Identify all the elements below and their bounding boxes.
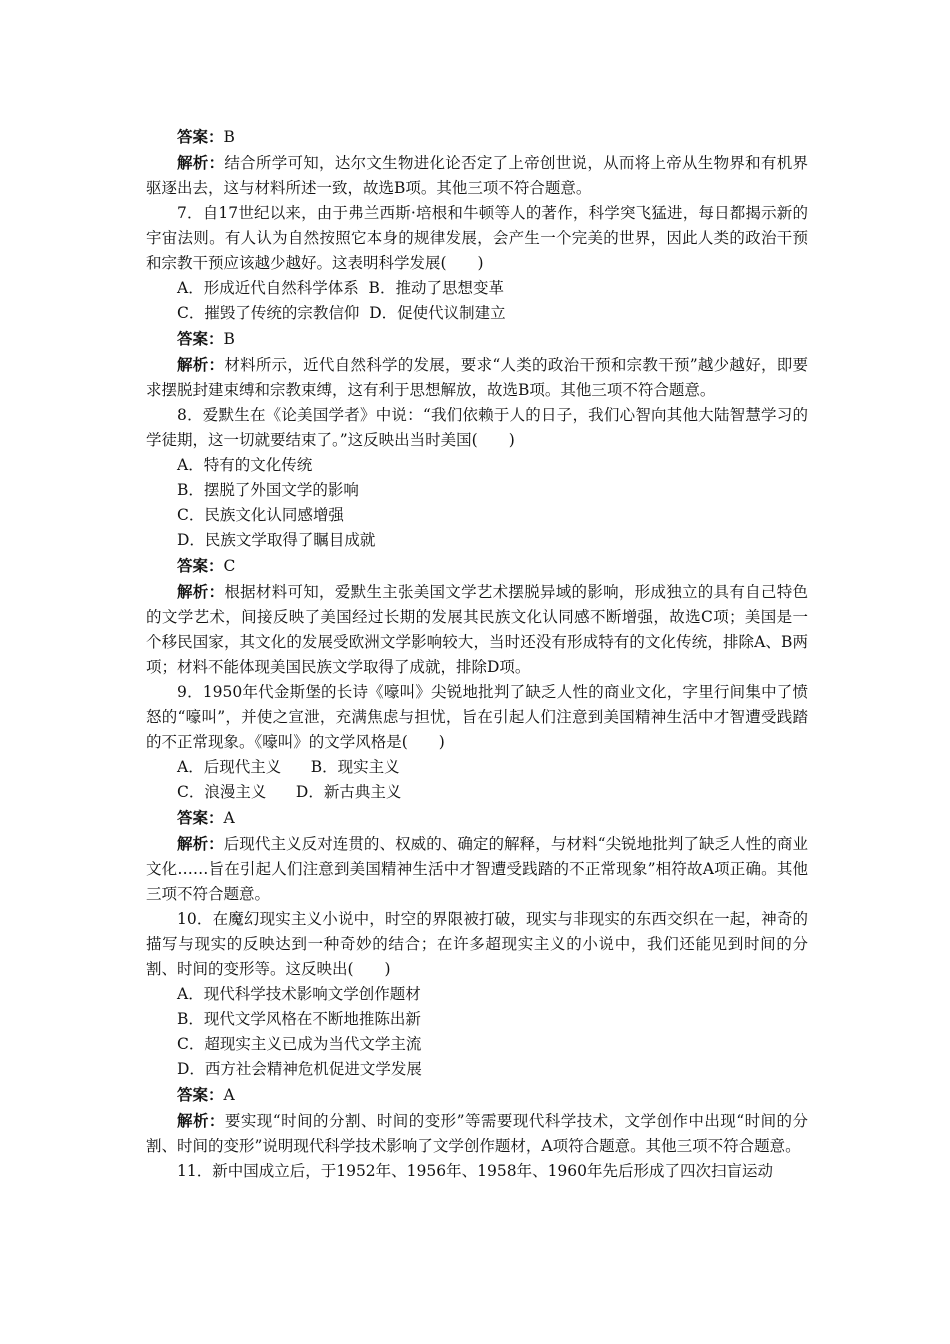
question-10-option-b: B．现代文学风格在不断地推陈出新: [177, 1010, 421, 1028]
analysis-label: 解析：: [177, 153, 225, 172]
document-page: [146, 124, 808, 1184]
question-10-option-d: D．西方社会精神危机促进文学发展: [177, 1060, 422, 1078]
question-11: 11．新中国成立后，于1952年、1956年、1958年、1960年先后形成了四次扫盲运动: [177, 1162, 774, 1180]
answer-value: A: [223, 809, 235, 827]
analysis-text: 要实现“时间的分割、时间的变形”等需要现代科学技术，文学创作中出现“时间的分割、时间的变形”说明现代科学技术影响了文学创作题材，A项符合题意。其他三项不符合题意。: [146, 1112, 808, 1155]
question-10-option-c: C．超现实主义已成为当代文学主流: [177, 1035, 422, 1053]
answer-value: B: [223, 330, 235, 348]
question-8-option-d: D．民族文学取得了瞩目成就: [177, 531, 376, 549]
answer-value: B: [223, 128, 235, 146]
question-8-option-c: C．民族文化认同感增强: [177, 506, 344, 524]
question-8-answer: [146, 553, 808, 579]
question-7: 7．自17世纪以来，由于弗兰西斯·培根和牛顿等人的著作，科学突飞猛进，每日都揭示新的宇宙法则。有人认为自然按照它本身的规律发展，会产生一个完美的世界，因此人类的政治干预和宗教干预应该越少越好。这表明科学发展( ): [146, 204, 808, 272]
analysis-paragraph: [146, 150, 808, 201]
question-7-answer: [146, 326, 808, 352]
question-10-analysis: [146, 1108, 808, 1159]
question-10-option-a: A．现代科学技术影响文学创作题材: [177, 985, 421, 1003]
analysis-text: 后现代主义反对连贯的、权威的、确定的解释，与材料“尖锐地批判了缺乏人性的商业文化……旨在引起人们注意到美国精神生活中才智遭受践踏的不正常现象”相符故A项正确。其他三项不符合题意。: [146, 835, 808, 903]
question-9-answer: [146, 805, 808, 831]
question-8: 8．爱默生在《论美国学者》中说：“我们依赖于人的日子，我们心智向其他大陆智慧学习的学徒期，这一切就要结束了。”这反映出当时美国( ): [146, 406, 808, 449]
question-10: 10．在魔幻现实主义小说中，时空的界限被打破，现实与非现实的东西交织在一起，神奇的描写与现实的反映达到一种奇妙的结合；在许多超现实主义的小说中，我们还能见到时间的分割、时间的变形等。这反映出( ): [146, 910, 808, 978]
answer-label: 答案：: [177, 808, 224, 827]
analysis-label: 解析：: [177, 582, 225, 601]
analysis-label: 解析：: [177, 355, 225, 374]
answer-value: A: [223, 1086, 235, 1104]
analysis-text: 材料所示，近代自然科学的发展，要求“人类的政治干预和宗教干预”越少越好，即要求摆脱封建束缚和宗教束缚，这有利于思想解放，故选B项。其他三项不符合题意。: [146, 356, 808, 399]
question-7-option-row-2: C．摧毁了传统的宗教信仰 D．促使代议制建立: [177, 304, 506, 322]
answer-label: 答案：: [177, 556, 224, 575]
answer-line: [146, 124, 808, 150]
answer-label: 答案：: [177, 127, 224, 146]
question-8-analysis: [146, 579, 808, 680]
answer-label: 答案：: [177, 329, 224, 348]
question-8-option-b: B．摆脱了外国文学的影响: [177, 481, 359, 499]
analysis-label: 解析：: [177, 834, 224, 853]
question-9-option-row-2: C．浪漫主义 D．新古典主义: [177, 783, 402, 801]
question-10-answer: [146, 1082, 808, 1108]
question-8-option-a: A．特有的文化传统: [177, 456, 313, 474]
analysis-text: 结合所学可知，达尔文生物进化论否定了上帝创世说，从而将上帝从生物界和有机界驱逐出去，这与材料所述一致，故选B项。其他三项不符合题意。: [146, 154, 808, 197]
analysis-text: 根据材料可知，爱默生主张美国文学艺术摆脱异域的影响，形成独立的具有自己特色的文学艺术，间接反映了美国经过长期的发展其民族文化认同感不断增强，故选C项；美国是一个移民国家，其文化的发展受欧洲文学影响较大，当时还没有形成特有的文化传统，排除A、B两项；材料不能体现美国民族文学取得了成就，排除D项。: [146, 583, 808, 676]
question-9-option-row-1: A．后现代主义 B．现实主义: [177, 758, 400, 776]
question-9-analysis: [146, 831, 808, 907]
question-7-option-row-1: A．形成近代自然科学体系 B．推动了思想变革: [177, 279, 504, 297]
answer-label: 答案：: [177, 1085, 224, 1104]
answer-value: C: [223, 557, 236, 575]
question-7-analysis: [146, 352, 808, 403]
analysis-label: 解析：: [177, 1111, 225, 1130]
question-9: 9．1950年代金斯堡的长诗《嚎叫》尖锐地批判了缺乏人性的商业文化，字里行间集中了愤怒的“嚎叫”，并使之宣泄，充满焦虑与担忧，旨在引起人们注意到美国精神生活中才智遭受践踏的不正常现象。《嚎叫》的文学风格是( ): [146, 683, 808, 751]
